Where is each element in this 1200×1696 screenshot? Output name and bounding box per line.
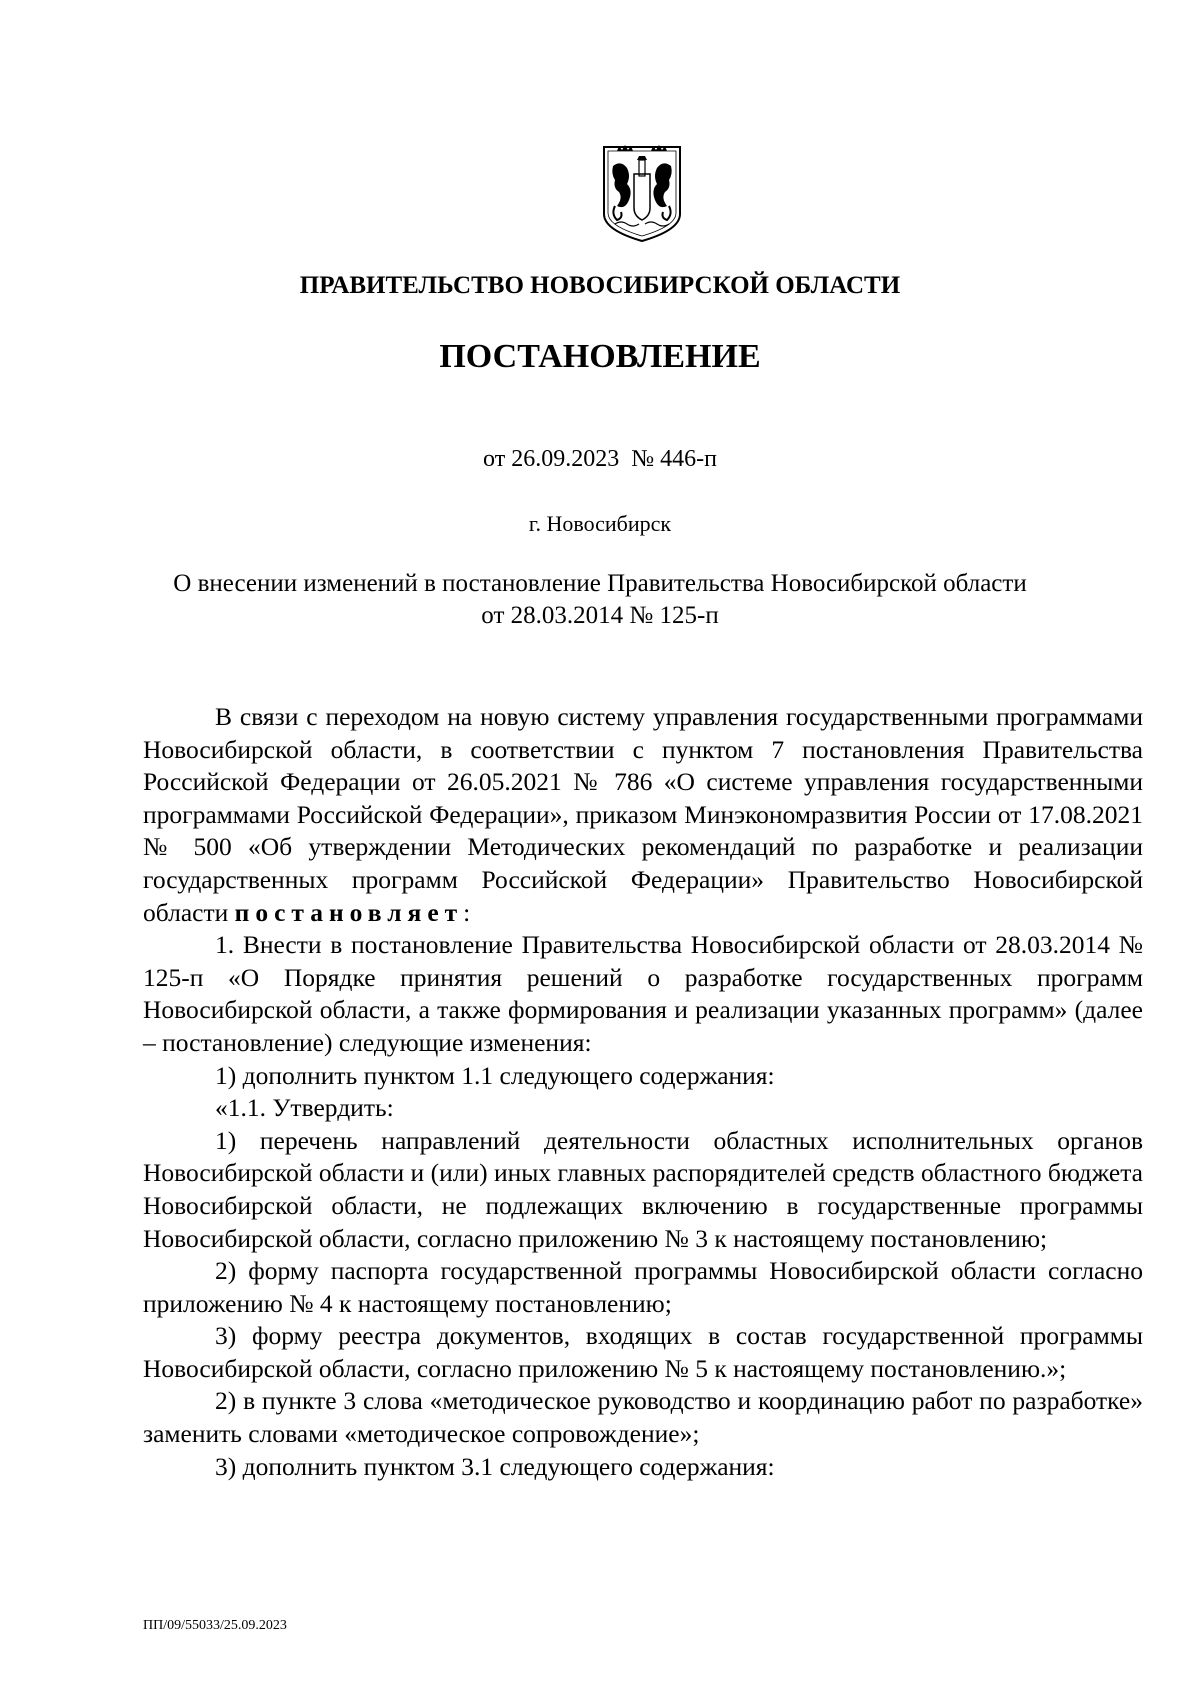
document-date-number: от 26.09.2023 № 446-п	[483, 446, 717, 472]
subject-line-2: от 28.03.2014 № 125-п	[481, 602, 719, 629]
intro-text: В связи с переходом на новую систему управления государственными программами Новосибирской области, в соответствии с пунктом 7 постановления Правительства Российской Федерации от 26.05.2021 № 786 «О системе управления государственными программами Российской Федерации», приказом Минэкономразвития России от 17.08.2021 № 500 «Об утверждении Методических рекомендаций по разработке и реализации государственных программ Российской Федерации» Правительство Новосибирской области	[143, 702, 1143, 927]
body-paragraph: 2) в пункте 3 слова «методическое руководство и координацию работ по разработке» заменить словами «методическое сопровождение»;	[143, 1386, 1143, 1449]
intro-keyword: постановляет	[234, 897, 464, 927]
body-paragraph: 3) дополнить пунктом 3.1 следующего содержания:	[215, 1451, 775, 1481]
document-body	[143, 701, 1143, 1483]
novosibirsk-coat-of-arms-icon	[601, 144, 683, 244]
intro-paragraph	[143, 701, 1143, 929]
body-paragraph: 3) форму реестра документов, входящих в состав государственной программы Новосибирской области, согласно приложению № 5 к настоящему постановлению.»;	[143, 1321, 1143, 1383]
intro-end: :	[463, 897, 471, 927]
organization-title: ПРАВИТЕЛЬСТВО НОВОСИБИРСКОЙ ОБЛАСТИ	[299, 272, 901, 299]
body-paragraph: 2) форму паспорта государственной программы Новосибирской области согласно приложению № 4 к настоящему постановлению;	[143, 1256, 1143, 1318]
document-city: г. Новосибирск	[528, 511, 672, 536]
body-paragraph: 1) перечень направлений деятельности областных исполнительных органов Новосибирской области и (или) иных главных распорядителей средств областного бюджета Новосибирской области, не подлежащих включению в государственные программы Новосибирской области, согласно приложению № 3 к настоящему постановлению;	[143, 1125, 1143, 1253]
subject-line-1: О внесении изменений в постановление Правительства Новосибирской области	[173, 570, 1027, 597]
body-paragraph: 1. Внести в постановление Правительства Новосибирской области от 28.03.2014 № 125-п «О Порядке принятия решений о разработке государственных программ Новосибирской области, а также формирования и реализации указанных программ» (далее – постановление) следующие изменения:	[143, 930, 1143, 1057]
body-paragraph: «1.1. Утвердить:	[215, 1093, 394, 1123]
body-paragraph: 1) дополнить пунктом 1.1 следующего содержания:	[215, 1060, 775, 1090]
footer-document-code: ПП/09/55033/25.09.2023	[143, 1618, 287, 1633]
document-subject	[150, 568, 1050, 632]
document-type-title: ПОСТАНОВЛЕНИЕ	[439, 338, 761, 375]
